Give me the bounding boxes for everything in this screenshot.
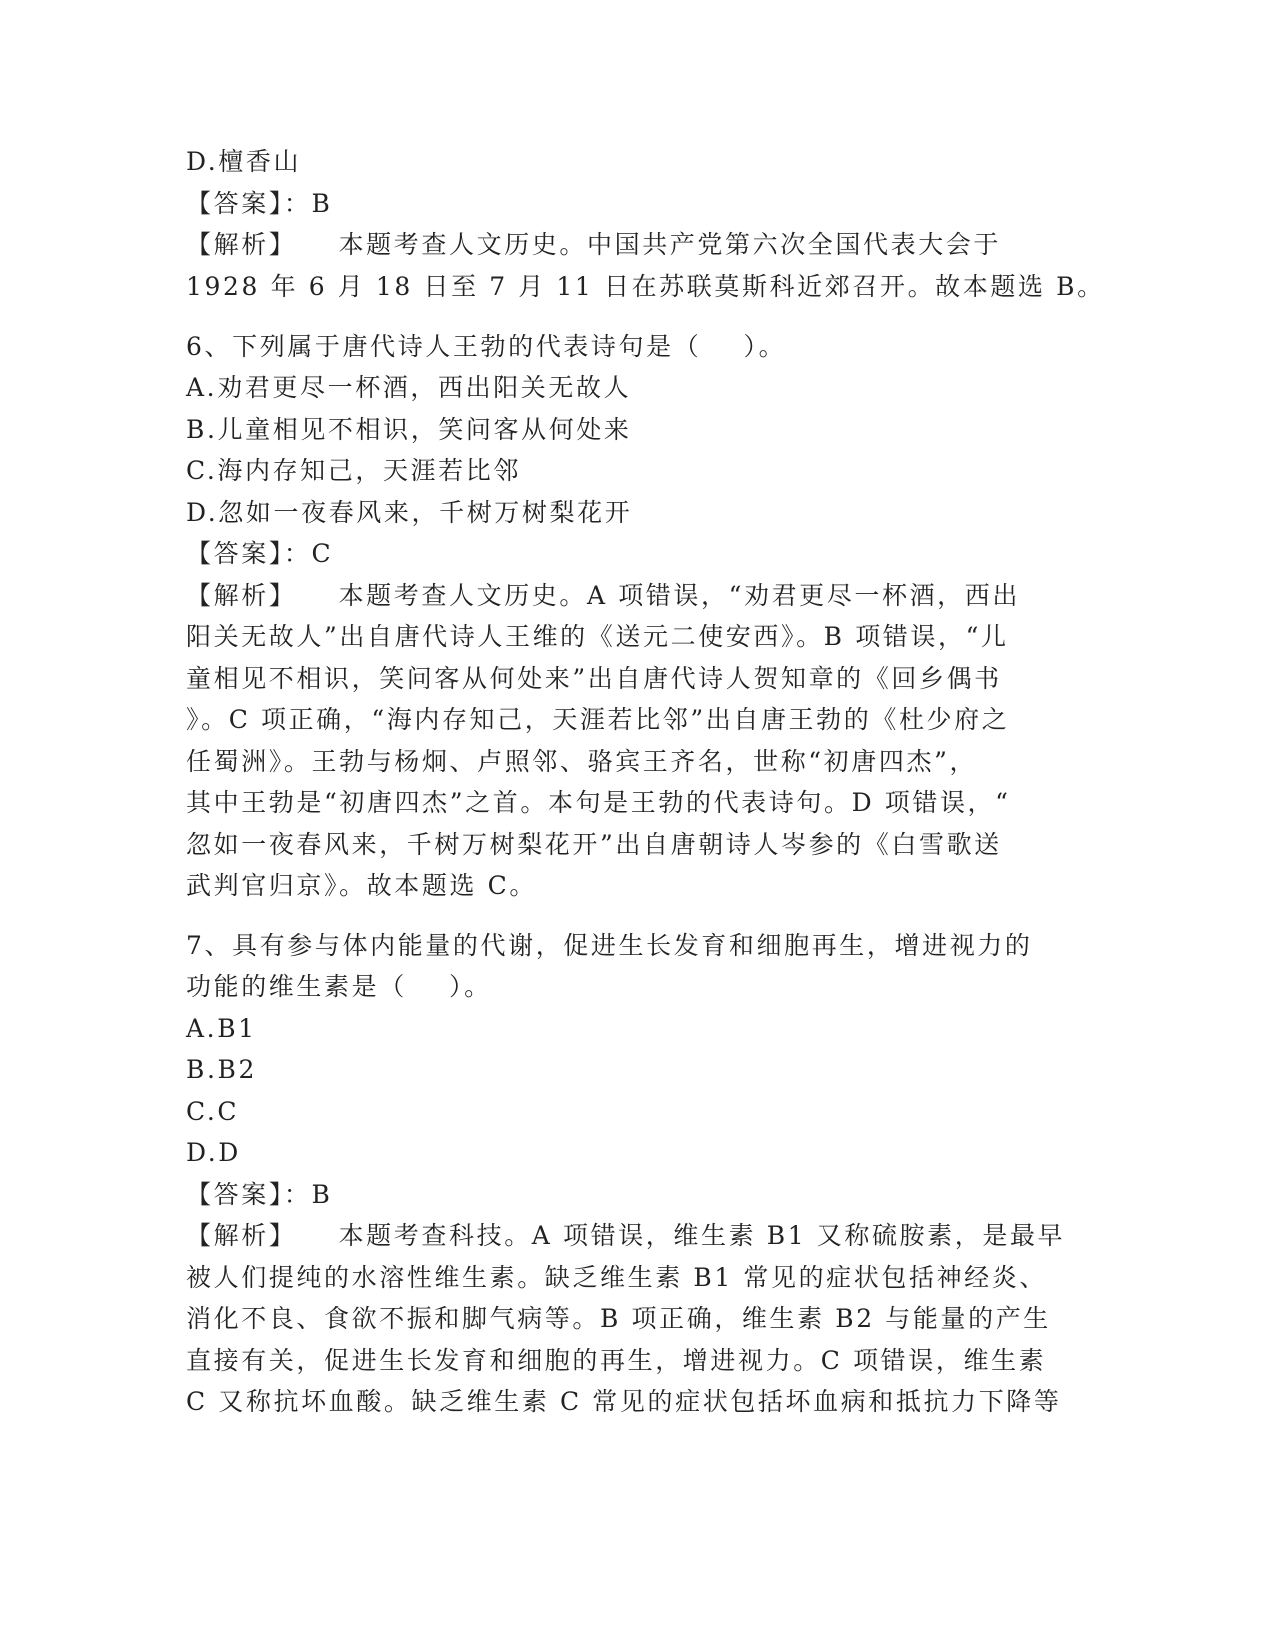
q6-analysis-line-6: 其中王勃是“初唐四杰”之首。本句是王勃的代表诗句。D 项错误，“ xyxy=(186,788,1011,817)
q7-option-d: D.D xyxy=(186,1138,241,1167)
q7-option-c: C.C xyxy=(186,1097,240,1126)
q7-analysis-line-2: 被人们提纯的水溶性维生素。缺乏维生素 B1 常见的症状包括神经炎、 xyxy=(186,1263,1047,1292)
q6-analysis-line-7: 忽如一夜春风来，千树万树梨花开”出自唐朝诗人岑参的《白雪歌送 xyxy=(186,830,1002,859)
q6-option-a: A.劝君更尽一杯酒，西出阳关无故人 xyxy=(186,373,632,402)
q6-analysis-line-5: 任蜀洲》。王勃与杨炯、卢照邻、骆宾王齐名，世称“初唐四杰”， xyxy=(186,747,978,776)
q6-analysis-line-1: 【解析】 本题考查人文历史。A 项错误，“劝君更尽一杯酒，西出 xyxy=(186,581,1020,610)
q6-analysis-line-8: 武判官归京》。故本题选 C。 xyxy=(186,871,537,900)
q6-option-d: D.忽如一夜春风来，千树万树梨花开 xyxy=(186,498,633,527)
q7-analysis-line-4: 直接有关，促进生长发育和细胞的再生，增进视力。C 项错误，维生素 xyxy=(186,1346,1047,1375)
q7-answer: 【答案】：B xyxy=(186,1180,333,1209)
q7-option-a: A.B1 xyxy=(186,1014,257,1043)
q5-answer: 【答案】：B xyxy=(186,189,333,218)
q6-option-c: C.海内存知己，天涯若比邻 xyxy=(186,456,521,485)
q7-analysis-line-3: 消化不良、食欲不振和脚气病等。B 项正确，维生素 B2 与能量的产生 xyxy=(186,1304,1051,1333)
q5-analysis-line-2: 1928 年 6 月 18 日至 7 月 11 日在苏联莫斯科近郊召开。故本题选 B。 xyxy=(186,272,1105,301)
q6-analysis-line-4: 》。C 项正确，“海内存知己，天涯若比邻”出自唐王勃的《杜少府之 xyxy=(186,705,1010,734)
q6-answer: 【答案】：C xyxy=(186,539,334,568)
q7-question-line-1: 7、具有参与体内能量的代谢，促进生长发育和细胞再生，增进视力的 xyxy=(186,931,1033,960)
q7-option-b: B.B2 xyxy=(186,1055,257,1084)
q6-analysis-line-3: 童相见不相识，笑问客从何处来”出自唐代诗人贺知章的《回乡偶书 xyxy=(186,664,1002,693)
q5-option-d: D.檀香山 xyxy=(186,147,302,176)
q7-question-line-2: 功能的维生素是（ ）。 xyxy=(186,972,492,1001)
q7-analysis-line-1: 【解析】 本题考查科技。A 项错误，维生素 B1 又称硫胺素，是最早 xyxy=(186,1221,1066,1250)
q6-analysis-line-2: 阳关无故人”出自唐代诗人王维的《送元二使安西》。B 项错误，“儿 xyxy=(186,622,1009,651)
q6-option-b: B.儿童相见不相识，笑问客从何处来 xyxy=(186,415,632,444)
q7-analysis-line-5: C 又称抗坏血酸。缺乏维生素 C 常见的症状包括坏血病和抵抗力下降等 xyxy=(186,1387,1062,1416)
q5-analysis-line-1: 【解析】 本题考查人文历史。中国共产党第六次全国代表大会于 xyxy=(186,230,1001,259)
q6-question: 6、下列属于唐代诗人王勃的代表诗句是（ ）。 xyxy=(186,332,787,361)
